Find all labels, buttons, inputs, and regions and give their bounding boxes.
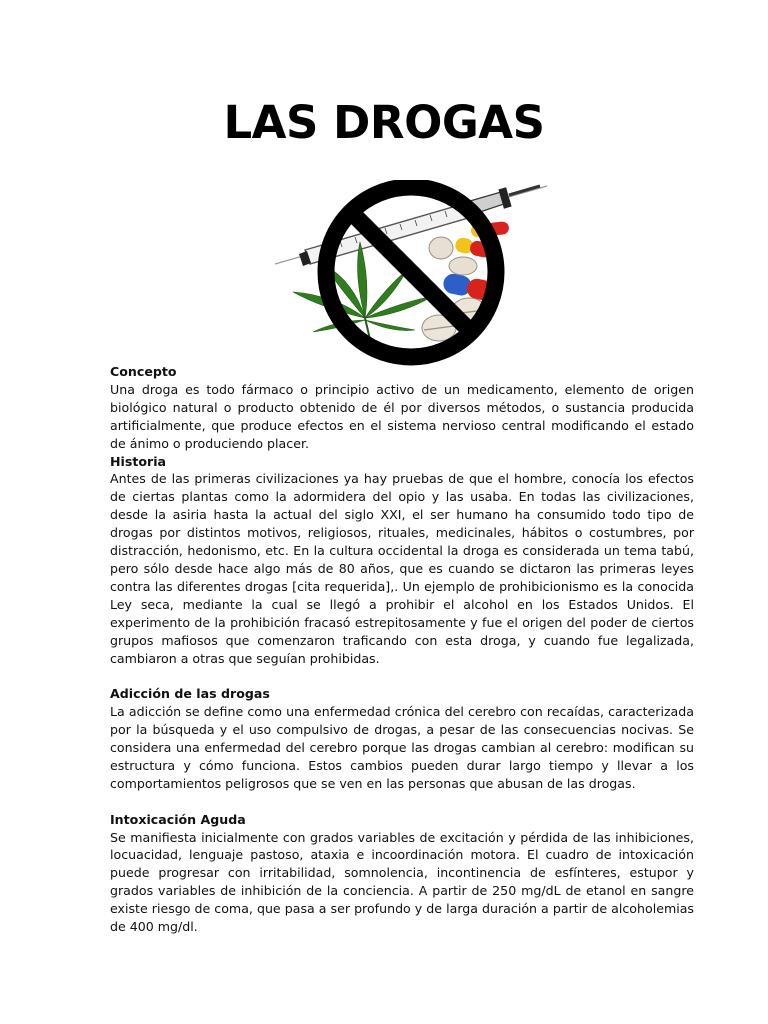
section-historia [110,453,694,668]
page-title: LAS DROGAS [223,96,545,149]
section-heading: Intoxicación Aguda [110,811,246,827]
section-heading: Concepto [110,364,177,379]
section-paragraph: Una droga es todo fármaco o principio activo de un medicamento, elemento de origen biológico natural o producto obtenido de él por diversos métodos, o sustancia producida artificialmente, que produce efectos en el sistema nervioso central modificando el estado de ánimo o produciendo placer. [110,381,694,451]
section-intoxicacion [110,811,694,936]
no-drugs-illustration [255,180,550,366]
document-body [110,363,694,936]
spacer [110,793,694,811]
section-heading: Adicción de las drogas [110,686,270,702]
section-paragraph: Se manifiesta inicialmente con grados variables de excitación y pérdida de las inhibiciones, locuacidad, lenguaje pastoso, ataxia e incoordinación motora. El cuadro de intoxicación puede progresar con irritabilidad, somnolencia, incontinencia de esfínteres, estupor y grados variables de inhibición de la conciencia. A partir de 250 mg/dL de etanol en sangre existe riesgo de coma, que pasa a ser profundo y de larga duración a partir de alcoholemias de 400 mg/dl. [110,829,694,935]
section-heading: Historia [110,453,167,469]
section-paragraph: Antes de las primeras civilizaciones ya hay pruebas de que el hombre, conocía los efectos de ciertas plantas como la adormidera del opio y las usaba. En todas las civilizaciones, desde la asiria hasta la actual del siglo XXI, el ser humano ha consumido todo tipo de drogas por distintos motivos, religiosos, rituales, medicinales, hábitos o costumbres, por distracción, hedonismo, etc. En la cultura occidental la droga es considerada un tema tabú, pero sólo desde hace algo más de 80 años, que es cuando se dictaron las primeras leyes contra las diferentes drogas [cita requerida],. Un ejemplo de prohibicionismo es la conocida Ley seca, mediante la cual se llegó a prohibir el alcohol en los Estados Unidos. El experimento de la prohibición fracasó estrepitosamente y fue el origen del poder de ciertos grupos mafiosos que comenzaron traficando con esta droga, y cuando fue legalizada, cambiaron a otras que seguían prohibidas. [110,471,694,666]
spacer [110,667,694,685]
section-concepto [110,363,694,453]
section-adiccion [110,685,694,792]
section-paragraph: La adicción se define como una enfermedad crónica del cerebro con recaídas, caracterizada por la búsqueda y el uso compulsivo de drogas, a pesar de las consecuencias nocivas. Se considera una enfermedad del cerebro porque las drogas cambian al cerebro: modifican su estructura y cómo funciona. Estos cambios pueden durar largo tiempo y llevar a los comportamientos peligrosos que se ven en las personas que abusan de las drogas. [110,704,694,791]
